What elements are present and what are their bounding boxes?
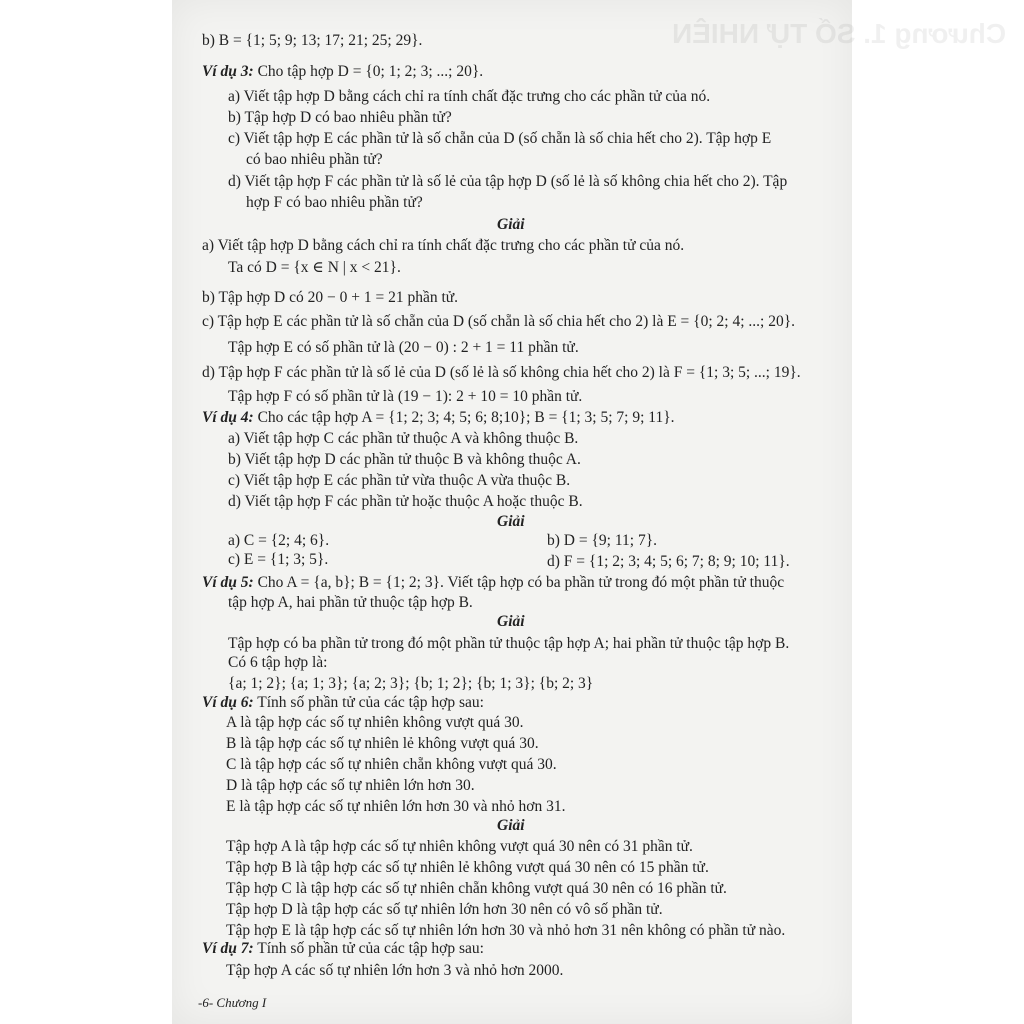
text-line: c) Tập hợp E các phần tử là số chẵn của D (số chẵn là số chia hết cho 2) là E = {0; 2; 4; ...; 20}. xyxy=(202,313,796,330)
text-line: Ta có D = {x ∈ N | x < 21}. xyxy=(228,259,401,276)
text-line: b) Tập hợp D có 20 − 0 + 1 = 21 phần tử. xyxy=(202,289,459,306)
solution-heading: Giải xyxy=(497,817,525,834)
example-title xyxy=(202,694,484,712)
text-line: C là tập hợp các số tự nhiên chẵn không vượt quá 30. xyxy=(226,756,557,773)
example-label: Ví dụ 6: xyxy=(202,694,254,711)
text-line: d) Viết tập hợp F các phần tử là số lẻ của tập hợp D (số lẻ là số không chia hết cho 2). Tập xyxy=(228,173,788,190)
solution-heading: Giải xyxy=(497,613,525,630)
text-line: hợp F có bao nhiêu phần tử? xyxy=(246,194,423,211)
text-line: D là tập hợp các số tự nhiên lớn hơn 30. xyxy=(226,777,475,794)
text-line: Tập hợp F có số phần tử là (19 − 1): 2 + 10 = 10 phần tử. xyxy=(228,388,583,405)
text-line: B là tập hợp các số tự nhiên lẻ không vượt quá 30. xyxy=(226,735,539,752)
text-line: Có 6 tập hợp là: xyxy=(228,654,328,671)
example-label: Ví dụ 3: xyxy=(202,63,254,80)
text-line: b) B = {1; 5; 9; 13; 17; 21; 25; 29}. xyxy=(202,32,423,49)
example-title xyxy=(202,409,675,427)
example-text: Tính số phần tử của các tập hợp sau: xyxy=(253,694,484,711)
text-line: d) Viết tập hợp F các phần tử hoặc thuộc A hoặc thuộc B. xyxy=(228,493,583,510)
text-line: a) Viết tập hợp C các phần tử thuộc A và không thuộc B. xyxy=(228,430,579,447)
text-line: A là tập hợp các số tự nhiên không vượt quá 30. xyxy=(226,714,524,731)
text-line: c) E = {1; 3; 5}. xyxy=(228,551,329,568)
text-line: b) Tập hợp D có bao nhiêu phần tử? xyxy=(228,109,452,126)
example-title xyxy=(202,63,483,81)
example-text: Tính số phần tử của các tập hợp sau: xyxy=(253,940,484,957)
text-line: Tập hợp có ba phần tử trong đó một phần tử thuộc tập hợp A; hai phần tử thuộc tập hợp B. xyxy=(228,635,790,652)
text-line: Tập hợp A là tập hợp các số tự nhiên không vượt quá 30 nên có 31 phần tử. xyxy=(226,838,693,855)
example-label: Ví dụ 4: xyxy=(202,409,254,426)
example-text: Cho A = {a, b}; B = {1; 2; 3}. Viết tập hợp có ba phần tử trong đó một phần tử thuộc xyxy=(253,574,785,591)
text-line: E là tập hợp các số tự nhiên lớn hơn 30 và nhỏ hơn 31. xyxy=(226,798,566,815)
text-line: Tập hợp E là tập hợp các số tự nhiên lớn hơn 30 và nhỏ hơn 31 nên không có phần tử nào. xyxy=(226,922,786,939)
text-line: c) Viết tập hợp E các phần tử vừa thuộc A vừa thuộc B. xyxy=(228,472,571,489)
text-line: b) D = {9; 11; 7}. xyxy=(547,532,658,549)
example-label: Ví dụ 7: xyxy=(202,940,254,957)
solution-heading: Giải xyxy=(497,216,525,233)
example-label: Ví dụ 5: xyxy=(202,574,254,591)
page-footer: -6- Chương I xyxy=(198,995,267,1010)
example-title xyxy=(202,574,784,592)
text-line: a) C = {2; 4; 6}. xyxy=(228,532,330,549)
solution-heading: Giải xyxy=(497,513,525,530)
example-text: Cho các tập hợp A = {1; 2; 3; 4; 5; 6; 8;10}; B = {1; 3; 5; 7; 9; 11}. xyxy=(253,409,675,426)
text-line: Tập hợp D là tập hợp các số tự nhiên lớn hơn 30 nên có vô số phần tử. xyxy=(226,901,663,918)
text-line: Tập hợp E có số phần tử là (20 − 0) : 2 + 1 = 11 phần tử. xyxy=(228,339,579,356)
text-line: có bao nhiêu phần tử? xyxy=(246,151,383,168)
text-line: c) Viết tập hợp E các phần tử là số chẵn của D (số chẵn là số chia hết cho 2). Tập hợp E xyxy=(228,130,772,147)
text-line: a) Viết tập hợp D bằng cách chỉ ra tính chất đặc trưng cho các phần tử của nó. xyxy=(228,88,711,105)
text-line: a) Viết tập hợp D bằng cách chỉ ra tính chất đặc trưng cho các phần tử của nó. xyxy=(202,237,685,254)
example-title xyxy=(202,940,484,958)
text-line: d) Tập hợp F các phần tử là số lẻ của D (số lẻ là số không chia hết cho 2) là F = {1; 3; 5; ...; 19}. xyxy=(202,364,801,381)
bleed-through-heading: Chương 1. SỐ TỰ NHIÊN xyxy=(672,18,1007,49)
example-text: Cho tập hợp D = {0; 1; 2; 3; ...; 20}. xyxy=(253,63,484,80)
text-line: {a; 1; 2}; {a; 1; 3}; {a; 2; 3}; {b; 1; 2}; {b; 1; 3}; {b; 2; 3} xyxy=(228,675,594,692)
text-line: tập hợp A, hai phần tử thuộc tập hợp B. xyxy=(228,594,473,611)
text-line: Tập hợp C là tập hợp các số tự nhiên chẵn không vượt quá 30 nên có 16 phần tử. xyxy=(226,880,727,897)
text-line: Tập hợp A các số tự nhiên lớn hơn 3 và nhỏ hơn 2000. xyxy=(226,962,564,979)
text-line: d) F = {1; 2; 3; 4; 5; 6; 7; 8; 9; 10; 11}. xyxy=(547,553,790,570)
text-line: Tập hợp B là tập hợp các số tự nhiên lẻ không vượt quá 30 nên có 15 phần tử. xyxy=(226,859,709,876)
document-page xyxy=(172,0,1007,1024)
text-line: b) Viết tập hợp D các phần tử thuộc B và không thuộc A. xyxy=(228,451,581,468)
